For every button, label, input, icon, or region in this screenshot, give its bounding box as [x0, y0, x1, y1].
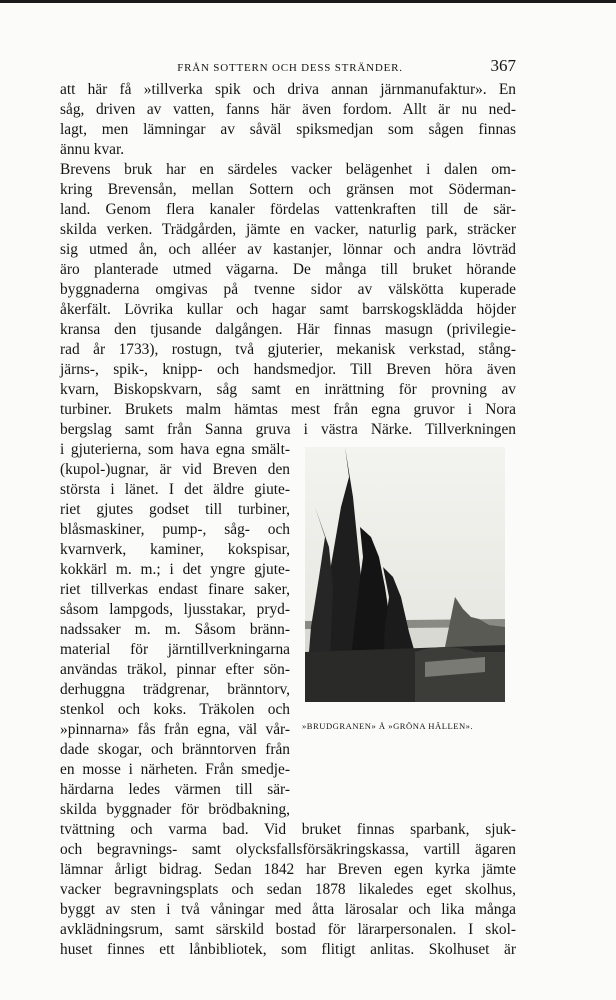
text-line: äro planterade utmed vägarna. De många till bruket hörande	[60, 261, 516, 278]
text-line: kokkärl m. m.; i det yngre gjute-	[60, 561, 290, 578]
text-line: stenkol och koks. Träkolen och	[60, 701, 290, 718]
text-line: skilda byggnader för brödbakning,	[60, 801, 290, 818]
text-line: tvättning och varma bad. Vid bruket finnas sparbank, sjuk-	[60, 821, 516, 838]
text-line: kransa den tjusande dalgången. Här finnas masugn (privilegie-	[60, 321, 516, 338]
text-line: nadssaker m. m. Såsom bränn-	[60, 621, 290, 638]
figure-caption: »BRUDGRANEN» Å »GRÖNA HÄLLEN».	[302, 721, 474, 731]
text-line: turbiner. Brukets malm hämtas mest från egna gruvor i Nora	[60, 401, 516, 418]
text-line: land. Genom flera kanaler fördelas vattenkraften till de sär-	[60, 201, 516, 218]
page-number: 367	[490, 56, 516, 75]
text-line: rad år 1733), rostugn, två gjuterier, mekanisk verkstad, stång-	[60, 341, 516, 358]
text-line: ännu kvar.	[60, 141, 125, 158]
text-line: Brevens bruk har en särdeles vacker belägenhet i dalen om-	[60, 161, 516, 178]
text-line: skilda verken. Trädgården, jämte en vacker, naturlig park, sträcker	[60, 221, 516, 238]
text-line: användas träkol, pinnar efter sön-	[60, 661, 290, 678]
page-top-rule	[0, 0, 616, 3]
text-line: riet tillverkas endast finare saker,	[60, 581, 290, 598]
page-header	[60, 56, 516, 78]
text-line: kring Brevensån, mellan Sottern och gränsen mot Söderman-	[60, 181, 516, 198]
spruce-trees-illustration	[305, 447, 505, 702]
text-line: såsom lampgods, ljusstakar, pryd-	[60, 601, 290, 618]
text-line: byggnaderna omgivas på tvenne sidor av välskötta kuperade	[60, 281, 516, 298]
text-line: dade skogar, och bränntorven från	[60, 741, 290, 758]
running-head: FRÅN SOTTERN OCH DESS STRÄNDER.	[177, 62, 403, 74]
text-line: vacker begravningsplats och sedan 1878 likaledes eget skolhus,	[60, 881, 516, 898]
text-line: material för järntillverkningarna	[60, 641, 290, 658]
text-line: en mosse i närheten. Från smedje-	[60, 761, 290, 778]
text-line: att här få »tillverka spik och driva annan järnmanufaktur». En	[60, 81, 516, 98]
text-line: huset finnes ett lånbibliotek, som flitigt anlitas. Skolhuset är	[60, 941, 516, 958]
text-line: bergslag samt från Sanna gruva i västra Närke. Tillverkningen	[60, 421, 516, 438]
text-line: sig utmed ån, och alléer av kastanjer, lönnar och andra lövträd	[60, 241, 516, 258]
text-line: och begravnings- samt olycksfallsförsäkringskassa, vartill ägaren	[60, 841, 516, 858]
text-line: härdarna ledes värmen till sär-	[60, 781, 290, 798]
text-line: största i länet. I det äldre giute-	[60, 481, 290, 498]
text-line: »pinnarna» fås från egna, väl vår-	[60, 721, 290, 738]
text-line: åkerfält. Lövrika kullar och hagar samt barrskogsklädda höjder	[60, 301, 516, 318]
text-line: lagt, men lämningar av såväl spiksmedjan som sågen finnas	[60, 121, 516, 138]
text-line: blåsmaskiner, pump-, såg- och	[60, 521, 290, 538]
photo-figure	[301, 447, 516, 717]
text-line: derhuggna trädgrenar, bränntorv,	[60, 681, 290, 698]
text-line: i gjuterierna, som hava egna smält-	[60, 441, 290, 458]
text-line: byggt av sten i två våningar med åtta lärosalar och lika många	[60, 901, 516, 918]
text-line: järns-, spik-, knipp- och handsmedjor. Till Breven höra även	[60, 361, 516, 378]
landscape-photo	[305, 447, 505, 702]
text-line: kvarnverk, kaminer, kokspisar,	[60, 541, 290, 558]
text-line: lämnar årligt bidrag. Sedan 1842 har Breven egen kyrka jämte	[60, 861, 516, 878]
text-line: riet gjutes godset till turbiner,	[60, 501, 290, 518]
text-line: kvarn, Biskopskvarn, såg samt en inrättning för provning av	[60, 381, 516, 398]
text-line: avklädningsrum, samt särskild bostad för lärarpersonalen. I skol-	[60, 921, 516, 938]
text-line: (kupol-)ugnar, är vid Breven den	[60, 461, 290, 478]
text-line: såg, driven av vatten, fanns här även fordom. Allt är nu ned-	[60, 101, 516, 118]
